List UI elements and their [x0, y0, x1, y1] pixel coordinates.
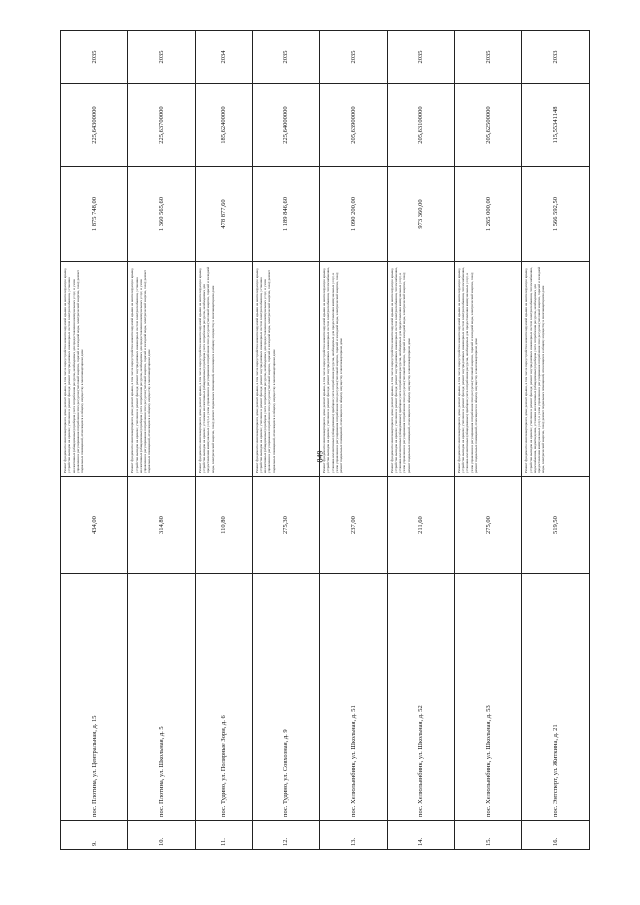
row-number-cell: 15.	[454, 821, 521, 850]
year-cell: 2034	[195, 31, 252, 84]
cost-cell: 1 360 565,60	[128, 167, 195, 262]
address-cell: пос. Хелюльянбинк, ул. Школьная, д. 53	[454, 574, 521, 821]
cost-cell: 1 189 846,60	[252, 167, 319, 262]
housing-repair-table	[60, 30, 590, 850]
page-number: 849	[315, 450, 325, 463]
row-number-cell: 13.	[320, 821, 387, 850]
area-cell: 434,00	[61, 477, 128, 574]
table-row	[195, 31, 252, 850]
works-description-cell: Ремонт фундамента многоквартирного дома; ремонт крыши, в том числе переустройство невентилируемой крыши на вентилируемую крышу, устройство выходов на кровлю; утепление и ремонт фасада; ремонт внутридомовых инженерных систем электроснабжения, установка коллективных (общедомовых) приборов учета потребления ресурсов, необходимых для предоставления коммунальных услуг, и узлов управления и регулирования потребления этих ресурсов (тепловой энергии, горячей и холодной воды, электрической энергии, газа); ремонт подвальных помещений, относящихся к общему имуществу в многоквартирном доме	[252, 262, 319, 477]
rotated-table-region	[60, 50, 590, 850]
cost-cell: 973 360,00	[387, 167, 454, 262]
works-description-cell: Ремонт фундамента многоквартирного дома; ремонт крыши, в том числе переустройство невентилируемой крыши на вентилируемую крышу, устройство выходов на кровлю; утепление и ремонт фасада; ремонт внутридомовых инженерных систем электроснабжения, теплоснабжения, установка коллективных (общедомовых) приборов учета потребления ресурсов, необходимых для предоставления коммунальных услуг, и узлов управления и регулирования потребления этих ресурсов (тепловой энергии, горячей и холодной воды, электрической энергии, газа); ремонт подвальных помещений, относящихся к общему имуществу в многоквартирном доме	[387, 262, 454, 477]
table-row	[387, 31, 454, 850]
cost-cell: 1 090 200,00	[320, 167, 387, 262]
area-cell: 314,80	[128, 477, 195, 574]
year-cell: 2035	[252, 31, 319, 84]
address-cell: пос. Тудино, ул. Полярные Зори, д. 6	[195, 574, 252, 821]
unit-cost-cell: 205,63900000	[320, 84, 387, 167]
works-description-cell: Ремонт фундамента многоквартирного дома; ремонт крыши, в том числе переустройство невентилируемой крыши на вентилируемую крышу, устройство выходов на кровлю; утепление и ремонт фасада; ремонт внутридомовых инженерных систем электроснабжения, теплоснабжения, установка коллективных (общедомовых) приборов учета потребления ресурсов, необходимых для предоставления коммунальных услуг, и узлов управления и регулирования потребления этих ресурсов (тепловой энергии, горячей и холодной воды, электрической энергии, газа); ремонт подвальных помещений, относящихся к общему имуществу в многоквартирном доме	[454, 262, 521, 477]
unit-cost-cell: 225,64300000	[61, 84, 128, 167]
unit-cost-cell: 205,63100000	[387, 84, 454, 167]
address-cell: пос. Хелюльянбинк, ул. Школьная, д. 52	[387, 574, 454, 821]
area-cell: 237,00	[320, 477, 387, 574]
area-cell: 110,80	[195, 477, 252, 574]
table-row	[320, 31, 387, 850]
table-row	[252, 31, 319, 850]
year-cell: 2035	[387, 31, 454, 84]
unit-cost-cell: 205,62500000	[454, 84, 521, 167]
works-description-cell: Ремонт фундамента многоквартирного дома; ремонт крыши, в том числе переустройство невентилируемой крыши на вентилируемую крышу, устройство выходов на кровлю; утепление и ремонт фасада; ремонт внутридомовых инженерных систем электроснабжения, установка коллективных (общедомовых) приборов учета потребления ресурсов, необходимых для предоставления коммунальных услуг, и узлов управления и регулирования потребления этих ресурсов (тепловой энергии, горячей и холодной воды, электрической энергии, газа); ремонт подвальных помещений, относящихся к общему имуществу в многоквартирном доме	[128, 262, 195, 477]
row-number-cell: 14.	[387, 821, 454, 850]
area-cell: 211,60	[387, 477, 454, 574]
unit-cost-cell: 115,55341148	[522, 84, 590, 167]
year-cell: 2035	[128, 31, 195, 84]
address-cell: пос. Плотина, ул. Школьная, д. 5	[128, 574, 195, 821]
table-body	[61, 31, 590, 850]
year-cell: 2033	[522, 31, 590, 84]
year-cell: 2035	[61, 31, 128, 84]
works-description-cell: Ремонт фундамента многоквартирного дома; ремонт крыши, в том числе переустройство невентилируемой крыши на вентилируемую крышу, устройство выходов на кровлю; утепление и ремонт фасада; ремонт внутридомовых инженерных систем электроснабжения, теплоснабжения, установка коллективных (общедомовых) приборов учета потребления ресурсов, необходимых для предоставления коммунальных услуг, и узлов управления и регулирования потребления этих ресурсов (тепловой энергии, горячей и холодной воды, электрической энергии, газа); ремонт подвальных помещений, относящихся к общему имуществу в многоквартирном доме	[320, 262, 387, 477]
unit-cost-cell: 225,64000000	[252, 84, 319, 167]
row-number-cell: 9.	[61, 821, 128, 850]
address-cell: пос. Энтсперт, ул. Житкина, д. 21	[522, 574, 590, 821]
year-cell: 2035	[320, 31, 387, 84]
area-cell: 275,30	[252, 477, 319, 574]
table-row	[61, 31, 128, 850]
address-cell: пос. Плотина, ул. Центральная, д. 15	[61, 574, 128, 821]
row-number-cell: 16.	[522, 821, 590, 850]
row-number-cell: 12.	[252, 821, 319, 850]
cost-cell: 1 265 000,00	[454, 167, 521, 262]
year-cell: 2035	[454, 31, 521, 84]
cost-cell: 1 875 748,00	[61, 167, 128, 262]
cost-cell: 1 566 592,50	[522, 167, 590, 262]
row-number-cell: 10.	[128, 821, 195, 850]
address-cell: пос. Тудино, ул. Совхозная, д. 9	[252, 574, 319, 821]
unit-cost-cell: 225,63700000	[128, 84, 195, 167]
area-cell: 275,00	[454, 477, 521, 574]
table-row	[522, 31, 590, 850]
works-description-cell: Ремонт фундамента многоквартирного дома; ремонт крыши, в том числе переустройство невентилируемой крыши на вентилируемую крышу, устройство выходов на кровлю; утепление и ремонт фасада; ремонт внутридомовых инженерных систем электроснабжения, установка коллективных (общедомовых) приборов учета потребления ресурсов, необходимых для предоставления коммунальных услуг, и узлов управления и регулирования потребления этих ресурсов (тепловой энергии, горячей и холодной воды, электрической энергии, газа); ремонт подвальных помещений, относящихся к общему имуществу в многоквартирном доме	[61, 262, 128, 477]
area-cell: 519,50	[522, 477, 590, 574]
works-description-cell: Ремонт фундамента многоквартирного дома; ремонт крыши, в том числе переустройство невентилируемой крыши на вентилируемую крышу, устройство выходов на кровлю; утепление и ремонт фасада; ремонт внутридомовых инженерных систем электроснабжения, теплоснабжения, водоснабжения, водоотведения, установка коллективных (общедомовых) приборов учета потребления ресурсов, необходимых для предоставления коммунальных услуг, и узлов управления и регулирования потребления этих ресурсов (тепловой энергии, горячей и холодной воды, электрической энергии, газа); ремонт подвальных помещений, относящихся к общему имуществу в многоквартирном доме	[522, 262, 590, 477]
table-row	[128, 31, 195, 850]
unit-cost-cell: 185,62400000	[195, 84, 252, 167]
cost-cell: 478 877,60	[195, 167, 252, 262]
address-cell: пос. Хелюльянбинк, ул. Школьная, д. 51	[320, 574, 387, 821]
works-description-cell: Ремонт фундамента многоквартирного дома; ремонт крыши, в том числе переустройство невентилируемой крыши на вентилируемую крышу, устройство выходов на кровлю; установка коллективных (общедомовых) приборов учета потребления ресурсов, необходимых для предоставления коммунальных услуг, и узлов управления и регулирования потребления этих ресурсов (тепловой энергии, горячей и холодной воды, электрической энергии, газа); ремонт подвальных помещений, относящихся к общему имуществу в многоквартирном доме	[195, 262, 252, 477]
table-row	[454, 31, 521, 850]
table-wrapper	[60, 50, 590, 850]
row-number-cell: 11.	[195, 821, 252, 850]
